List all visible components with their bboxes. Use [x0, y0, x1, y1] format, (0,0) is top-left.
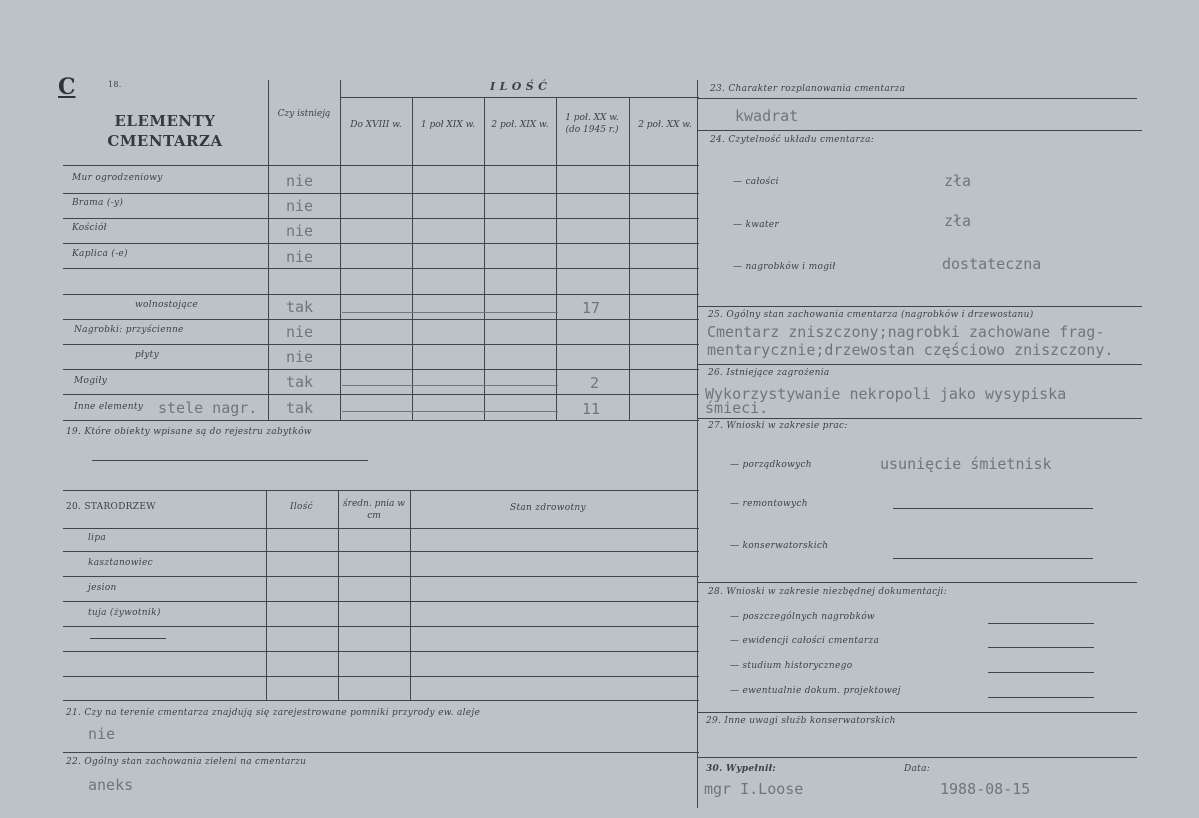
- q26-label: 26. Istniejące zagrożenia: [708, 368, 830, 378]
- q24-bottom-rule: [697, 306, 1142, 307]
- q29-label: 29. Inne uwagi służb konserwatorskich: [706, 716, 896, 726]
- tree-label: tuja (żywotnik): [88, 608, 161, 618]
- col-rule-5: [556, 97, 557, 420]
- q27-item-label: — porządkowych: [730, 460, 812, 470]
- col-rule-6: [629, 97, 630, 420]
- typed-line: [342, 385, 558, 386]
- element-label: płyty: [135, 350, 159, 360]
- col-rule-4: [484, 97, 485, 420]
- other-elements-value: stele nagr.: [158, 399, 258, 417]
- period-header: 2 poł. XIX w.: [491, 120, 549, 130]
- q24-item-value: zła: [944, 212, 972, 230]
- q28-item: — studium historycznego: [730, 661, 853, 671]
- ilosc-rule: [340, 97, 699, 98]
- tree-col-rule: [266, 490, 267, 700]
- q27-fill-line: [893, 558, 1093, 559]
- q27-label: 27. Wnioski w zakresie prac:: [708, 421, 848, 431]
- q23-top-rule: [697, 98, 1137, 99]
- q21-label: 21. Czy na terenie cmentarza znajdują się zarejestrowane pomniki przyrody ew. aleje: [66, 708, 481, 718]
- q24-item-value: dostateczna: [942, 255, 1042, 273]
- q23-bottom-rule: [697, 130, 1142, 131]
- exists-value: nie: [286, 248, 314, 266]
- q27-item-label: — remontowych: [730, 499, 808, 509]
- typed-line: [342, 312, 558, 313]
- q28-fill-line: [988, 697, 1094, 698]
- q26-line: Wykorzystywanie nekropoli jako wysypiska: [705, 385, 1067, 403]
- q24-label: 24. Czytelność układu cmentarza:: [710, 135, 875, 145]
- tree-row-rule: [63, 601, 699, 602]
- tree-row-rule: [63, 651, 699, 652]
- tree-diam-header: średn. pnia w cm: [343, 499, 405, 521]
- q25-bottom-rule: [697, 364, 1142, 365]
- tree-state-header: Stan zdrowotny: [510, 503, 586, 513]
- tree-header-rule: [63, 528, 699, 529]
- tree-label: kasztanowiec: [88, 558, 153, 568]
- element-label: wolnostojące: [135, 300, 198, 310]
- row-rule: [63, 268, 699, 269]
- q27-item-value: usunięcie śmietnisk: [880, 455, 1052, 473]
- q29-bottom-rule: [697, 757, 1137, 758]
- row-rule: [63, 218, 699, 219]
- row-rule: [63, 369, 699, 370]
- q23-label: 23. Charakter rozplanowania cmentarza: [710, 84, 906, 94]
- q26-bottom-rule: [697, 418, 1142, 419]
- row-rule: [63, 243, 699, 244]
- exists-value: nie: [286, 323, 314, 341]
- exists-value: nie: [286, 222, 314, 240]
- q25-line: mentarycznie;drzewostan częściowo zniszczony.: [707, 341, 1114, 359]
- period-header: 1 poł XIX w.: [420, 120, 476, 130]
- element-label: Mogiły: [74, 376, 108, 386]
- q28-fill-line: [988, 647, 1094, 648]
- row-rule: [63, 420, 699, 421]
- period-header: 1 poł. XX w. (do 1945 r.): [565, 113, 619, 135]
- element-label: Mur ogrodzeniowy: [72, 173, 163, 183]
- q19-fill-line: [92, 460, 368, 461]
- element-label: Inne elementy: [74, 402, 144, 412]
- q28-fill-line: [988, 623, 1094, 624]
- tree-blank-line: [90, 638, 166, 639]
- tree-count-header: Ilość: [290, 502, 314, 512]
- tree-row-rule: [63, 626, 699, 627]
- q28-bottom-rule: [697, 712, 1137, 713]
- q19-label: 19. Które obiekty wpisane są do rejestru zabytków: [66, 427, 312, 437]
- q21-value: nie: [88, 725, 116, 743]
- tree-label: jesion: [88, 583, 117, 593]
- q25-line: Cmentarz zniszczony;nagrobki zachowane frag-: [707, 323, 1105, 341]
- period-header: 2 poł. XX w.: [638, 120, 692, 130]
- exists-value: tak: [286, 373, 314, 391]
- tree-col-rule: [338, 490, 339, 700]
- exists-value: nie: [286, 197, 314, 215]
- exists-value: tak: [286, 399, 314, 417]
- center-divider: [697, 80, 698, 808]
- tree-row-rule: [63, 676, 699, 677]
- element-label: Kaplica (-e): [72, 249, 128, 259]
- q28-fill-line: [988, 672, 1094, 673]
- q26-line: śmieci.: [705, 399, 769, 417]
- element-label: Nagrobki: przyścienne: [74, 325, 184, 335]
- filled-by-value: mgr I.Loose: [704, 780, 804, 798]
- q27-fill-line: [893, 508, 1093, 509]
- exists-value: tak: [286, 298, 314, 316]
- q28-item: — ewentualnie dokum. projektowej: [730, 686, 901, 696]
- element-label: Kościół: [72, 223, 107, 233]
- row-rule: [63, 394, 699, 395]
- q28-label: 28. Wnioski w zakresie niezbędnej dokumentacji:: [708, 587, 948, 597]
- section-number: 18.: [108, 80, 122, 89]
- period-header: Do XVIII w.: [350, 120, 402, 130]
- header-bottom-rule: [63, 165, 699, 166]
- section-letter: C: [58, 74, 76, 100]
- q30-label: 30. Wypełnił:: [706, 764, 777, 774]
- tree-label: lipa: [88, 533, 107, 543]
- ilosc-header: I L O Ś Ć: [490, 80, 548, 93]
- q27-item-label: — konserwatorskich: [730, 541, 829, 551]
- q24-item-label: — nagrobków i mogił: [733, 262, 836, 272]
- col-rule-3: [412, 97, 413, 420]
- typed-line: [342, 411, 558, 412]
- tree-col-rule: [410, 490, 411, 700]
- count-value: 11: [582, 400, 601, 418]
- tree-row-rule: [63, 576, 699, 577]
- tree-row-rule: [63, 551, 699, 552]
- count-value: 17: [582, 299, 601, 317]
- section-title: ELEMENTY CMENTARZA: [107, 112, 223, 150]
- q28-item: — ewidencji całości cmentarza: [730, 636, 880, 646]
- q28-item: — poszczególnych nagrobków: [730, 612, 875, 622]
- q30-date-label: Data:: [904, 764, 931, 774]
- q22-label: 22. Ogólny stan zachowania zieleni na cmentarzu: [66, 757, 307, 767]
- exists-value: nie: [286, 172, 314, 190]
- q27-bottom-rule: [697, 582, 1137, 583]
- row-rule: [63, 193, 699, 194]
- row-rule: [63, 344, 699, 345]
- date-value: 1988-08-15: [940, 780, 1031, 798]
- q19-bottom-rule: [63, 490, 699, 491]
- q21-bottom-rule: [63, 752, 699, 753]
- exists-value: nie: [286, 348, 314, 366]
- q20-bottom-rule: [63, 700, 699, 701]
- row-rule: [63, 319, 699, 320]
- q20-label: 20. STARODRZEW: [66, 502, 156, 512]
- q24-item-value: zła: [944, 172, 972, 190]
- q24-item-label: — kwater: [733, 220, 780, 230]
- q23-value: kwadrat: [735, 107, 799, 125]
- q25-label: 25. Ogólny stan zachowania cmentarza (nagrobków i drzewostanu): [708, 310, 1034, 320]
- count-value: 2: [590, 374, 600, 392]
- exists-column-header: Czy istnieją: [277, 109, 331, 119]
- q24-item-label: — całości: [733, 177, 779, 187]
- element-label: Brama (-y): [72, 198, 124, 208]
- q22-value: aneks: [88, 776, 134, 794]
- row-rule: [63, 294, 699, 295]
